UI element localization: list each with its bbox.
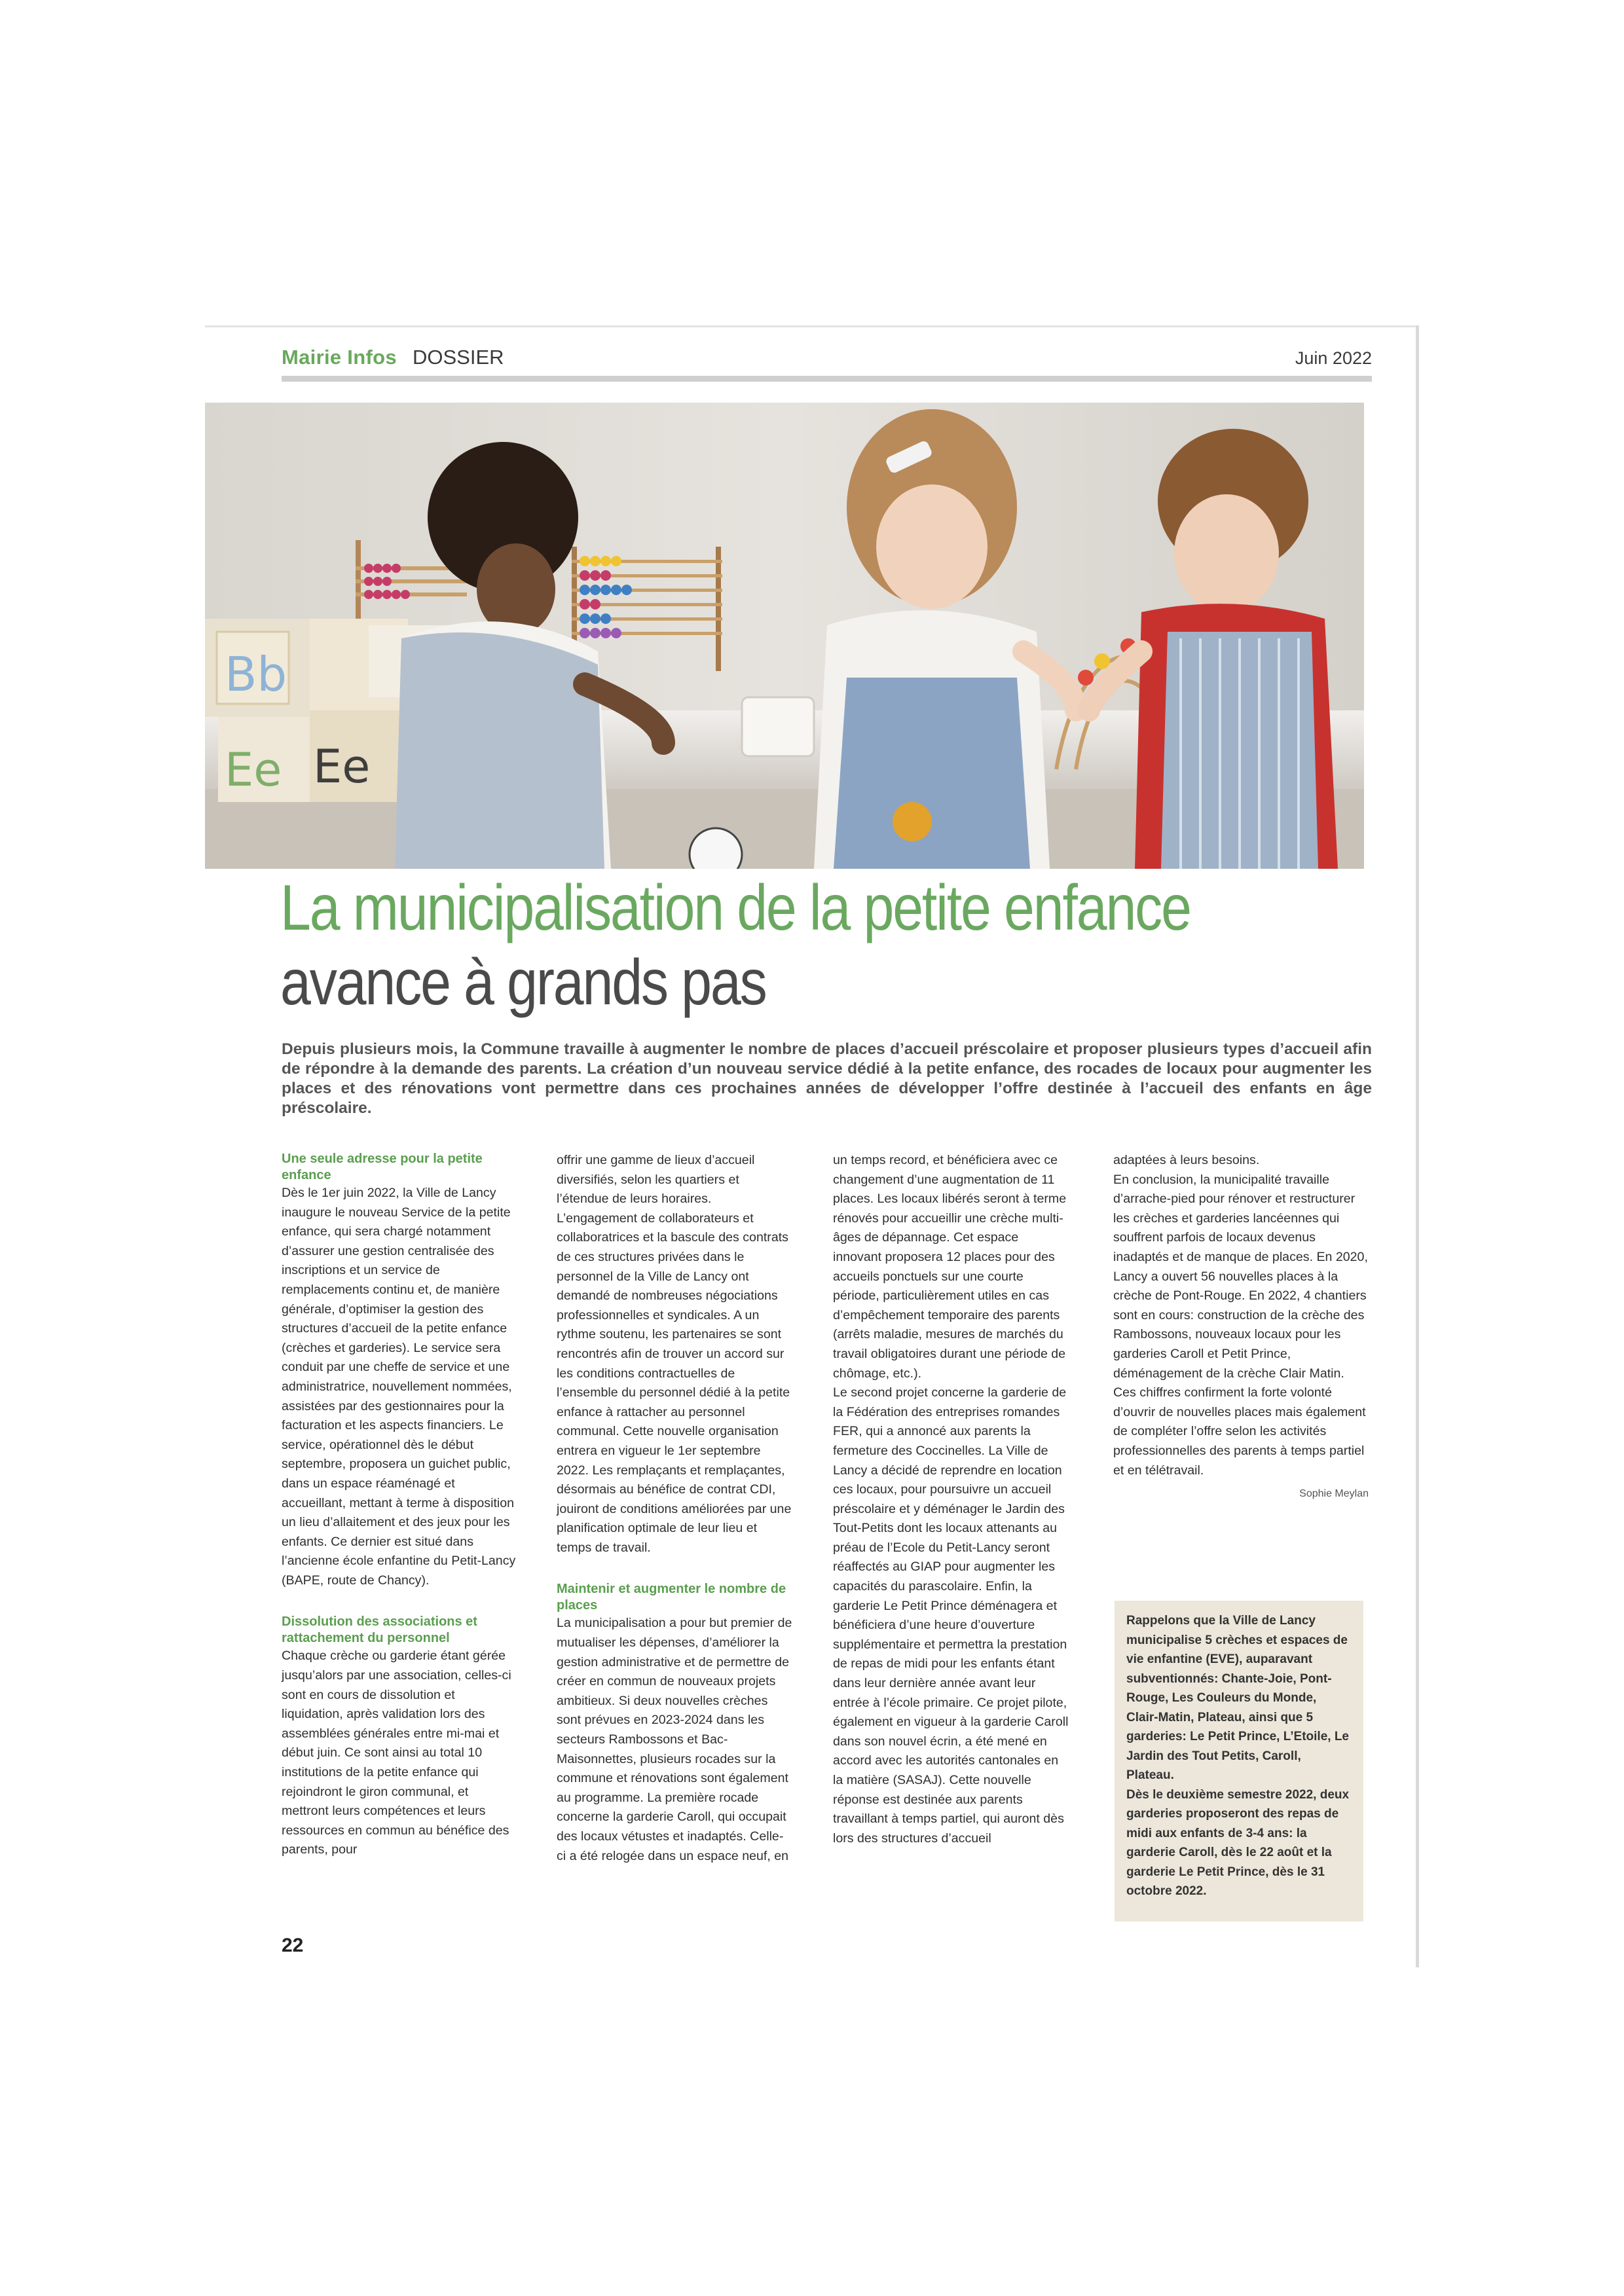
article-lead: Depuis plusieurs mois, la Commune travaille à augmenter le nombre de places d’accueil préscolaire et proposer plusieurs types d’accueil afin de répondre à la demande des parents. La création d’un nouveau service dédié à la petite enfance, des rocades de locaux pour augmenter les places et des rénovations vont permettre dans ces prochaines années de développer l’offre destinée à l’accueil des enfants en âge préscolaire.	[282, 1040, 1372, 1117]
column-3	[833, 1151, 1069, 1848]
photo-children-playing-icon	[205, 403, 1364, 869]
subheading-single-address: Une seule adresse pour la petite enfance	[282, 1152, 483, 1182]
paragraph: Dès le 1er juin 2022, la Ville de Lancy inaugure le nouveau Service de la petite enfance, qui sera chargé notamment d’assurer une gestion centralisée des inscriptions et un service de remplacements continu et, de manière générale, d’optimiser la gestion des structures d’accueil de la petite enfance (crèches et garderies). Le service sera conduit par une cheffe de service et une administratrice, nouvellement nommées, assistées par des gestionnaires pour la facturation et les aspects financiers. Le service, opérationnel dès le début septembre, proposera un guichet public, dans un espace réaménagé et accueillant, mettant à terme à disposition un lieu d’allaitement et des jeux pour les enfants. Ce dernier est situé dans l’ancienne école enfantine du Petit-Lancy (BAPE, route de Chancy).	[282, 1186, 516, 1588]
page-header	[282, 346, 1372, 372]
paragraph: offrir une gamme de lieux d’accueil diversifiés, selon les quartiers et l’étendue de leurs horaires.	[557, 1153, 755, 1207]
page-frame-right	[1416, 325, 1419, 1967]
hero-photo	[205, 403, 1364, 869]
paragraph: Le second projet concerne la garderie de la Fédération des entreprises romandes FER, qui a annoncé aux parents la fermeture des Coccinelles. La Ville de Lancy a décidé de reprendre en location ces locaux, pour poursuivre un accueil préscolaire et y déménager le Jardin des Tout-Petits dont les locaux attenants au préau de l’Ecole du Petit-Lancy seront réaffectés au GIAP pour augmenter les capacités du parascolaire. Enfin, la garderie Le Petit Prince déménagera et bénéficiera d’une heure d’ouverture supplémentaire et permettra la prestation de repas de midi pour les enfants étant dans leur dernière année avant leur entrée à l’école primaire. Ce projet pilote, également en vigueur à la garderie Caroll dans son nouvel écrin, a été mené en accord avec les autorités cantonales en la matière (SASAJ). Cette nouvelle réponse est destinée aux parents travaillant à temps partiel, qui auront dès lors des structures d’accueil	[833, 1385, 1069, 1846]
author-signature: Sophie Meylan	[1299, 1488, 1369, 1500]
issue-date: Juin 2022	[1295, 348, 1372, 368]
svg-text:Ee: Ee	[313, 740, 371, 793]
paragraph: En conclusion, la municipalité travaille d’arrache-pied pour rénover et restructurer les crèches et garderies lancéennes qui souffrent parfois de locaux devenus inadaptés et de manque de places. En 2020, Lancy a ouvert 56 nouvelles places à la crèche de Pont-Rouge. En 2022, 4 chantiers sont en cours: construction de la crèche des Rambossons, nouveaux locaux pour les garderies Caroll et Petit Prince, déménagement de la crèche Clair Matin. Ces chiffres confirment la forte volonté d’ouvrir de nouvelles places mais également de compléter l’offre selon les activités professionnelles des parents à temps partiel et en télétravail.	[1113, 1172, 1368, 1478]
paragraph: L’engagement de collaborateurs et collaboratrices et la bascule des contrats de ces structures privées dans le personnel de la Ville de Lancy ont demandé de nombreuses négociations professionnelles et syndicales. A un rythme soutenu, les partenaires se sont rencontrés afin de trouver un accord sur les conditions contractuelles de l’ensemble du personnel dédié à la petite enfance à rattacher au personnel communal. Cette nouvelle organisation entrera en vigueur le 1er septembre 2022. Les remplaçants et remplaçantes, désormais au bénéfice de contrat CDI, jouiront de conditions améliorées par une planification optimale de leur lieu et temps de travail.	[557, 1211, 792, 1555]
article-title-line-1: La municipalisation de la petite enfance	[280, 871, 1190, 943]
subheading-dissolution: Dissolution des associations et rattachement du personnel	[282, 1614, 477, 1646]
column-2	[557, 1151, 792, 1866]
page-number: 22	[282, 1935, 304, 1956]
brand-title: Mairie Infos	[282, 346, 397, 369]
section-label: DOSSIER	[413, 346, 504, 369]
paragraph: un temps record, et bénéficiera avec ce changement d’une augmentation de 11 places. Les locaux libérés seront à terme rénovés pour accueillir une crèche multi-âges de dépannage. Cet espace innovant proposera 12 places pour des accueils ponctuels sur une courte période, particulièrement utiles en cas d’empêchement temporaire des parents (arrêts maladie, mesures de marchés du travail obligatoires durant une période de chômage, etc.).	[833, 1153, 1067, 1381]
paragraph: adaptées à leurs besoins.	[1113, 1153, 1260, 1167]
subheading-increase-places: Maintenir et augmenter le nombre de places	[557, 1582, 786, 1613]
sidebar-box	[1115, 1601, 1363, 1922]
column-4	[1113, 1151, 1369, 1504]
paragraph: La municipalisation a pour but premier de mutualiser les dépenses, d’améliorer la gestion administrative et de permettre de créer en commun de nouveaux projets ambitieux. Si deux nouvelles crèches sont prévues en 2023-2024 dans les secteurs Rambossons et Bac-Maisonnettes, plusieurs rocades sur la commune et rénovations sont également au programme. La première rocade concerne la garderie Caroll, qui occupait des locaux vétustes et inadaptés. Celle-ci a été relogée dans un espace neuf, en	[557, 1616, 792, 1863]
header-rule	[282, 376, 1372, 382]
box-paragraph: Dès le deuxième semestre 2022, deux garderies proposeront des repas de midi aux enfants de 3-4 ans: la garderie Caroll, dès le 22 août et la garderie Le Petit Prince, dès le 31 octobre 2022.	[1126, 1787, 1350, 1898]
paragraph: Chaque crèche ou garderie étant gérée jusqu’alors par une association, celles-ci sont en cours de dissolution et liquidation, après validation lors des assemblées générales entre mi-mai et début juin. Ce sont ainsi au total 10 institutions de la petite enfance qui rejoindront le giron communal, et mettront leurs compétences et leurs ressources en commun au bénéfice des parents, pour	[282, 1649, 511, 1857]
column-1	[282, 1151, 517, 1860]
page-frame-top	[205, 325, 1418, 327]
svg-text:Bb: Bb	[225, 647, 287, 702]
box-paragraph: Rappelons que la Ville de Lancy municipalise 5 crèches et espaces de vie enfantine (EVE), auparavant subventionnés: Chante-Joie, Pont-Rouge, Les Couleurs du Monde, Clair-Matin, Plateau, ainsi que 5 garderies: Le Petit Prince, L’Etoile, Le Jardin des Tout Petits, Caroll, Plateau.	[1126, 1614, 1349, 1782]
svg-text:Ee: Ee	[225, 743, 282, 797]
article-title-line-2: avance à grands pas	[280, 946, 766, 1018]
